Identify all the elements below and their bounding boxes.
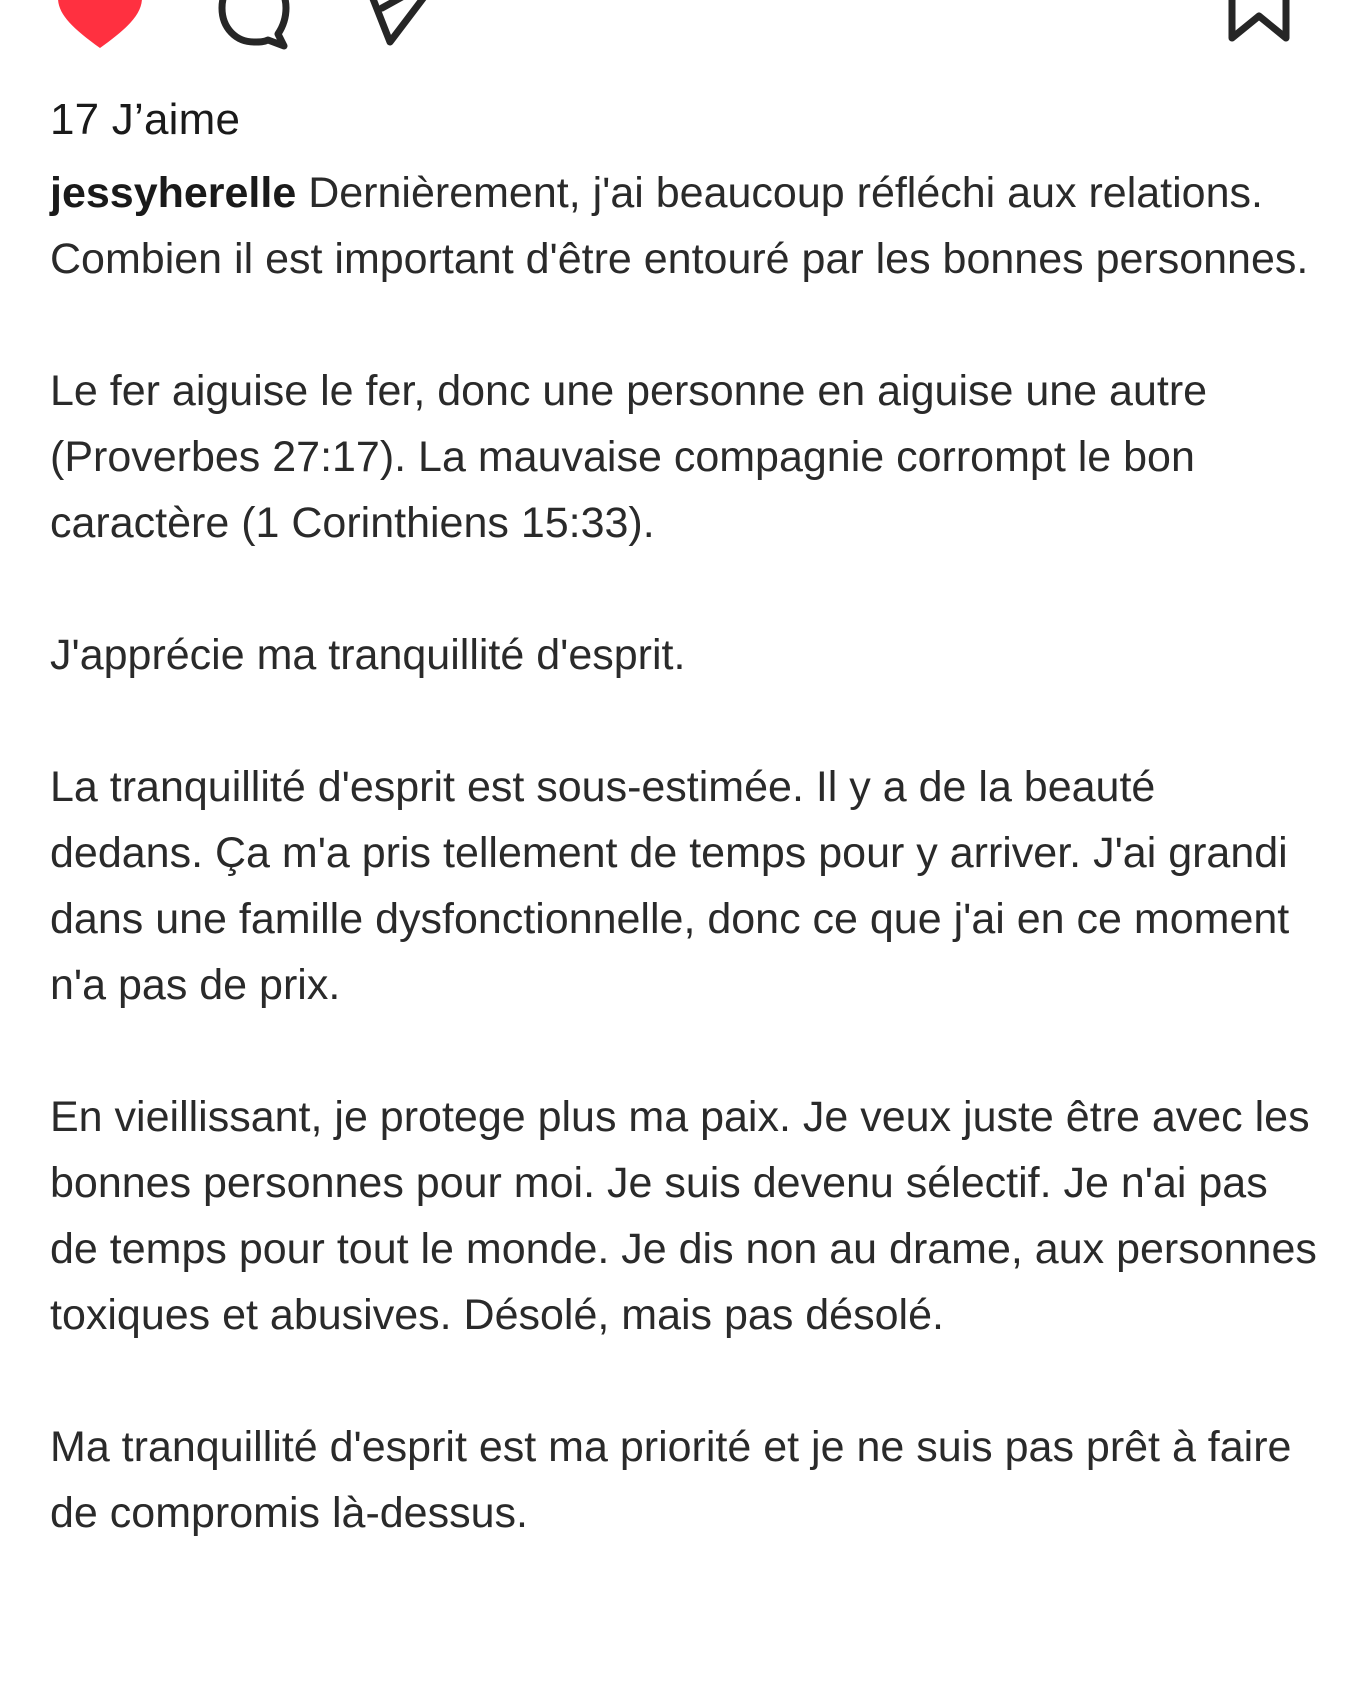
- bookmark-icon[interactable]: [1224, 0, 1294, 44]
- paper-plane-icon[interactable]: [360, 0, 444, 46]
- heart-filled-icon[interactable]: [52, 0, 148, 50]
- caption-first-text: Dernièrement, j'ai beaucoup réfléchi aux relations. Combien il est important d'être entouré par les bonnes personnes.: [50, 169, 1309, 283]
- post-caption: [50, 160, 1320, 1546]
- caption-paragraph: En vieillissant, je protege plus ma paix. Je veux juste être avec les bonnes personnes pour moi. Je suis devenu sélectif. Je n'ai pas de temps pour tout le monde. Je dis non au drame, aux personnes toxiques et abusives. Désolé, mais pas désolé.: [50, 1093, 1317, 1339]
- post-action-bar: [0, 0, 1348, 60]
- caption-first-paragraph: [50, 160, 1320, 292]
- comment-bubble-icon[interactable]: [212, 0, 296, 50]
- caption-paragraph: Le fer aiguise le fer, donc une personne en aiguise une autre (Proverbes 27:17). La mauvaise compagnie corrompt le bon caractère (1 Corinthiens 15:33).: [50, 367, 1208, 547]
- likes-count[interactable]: 17 J’aime: [50, 95, 241, 144]
- caption-paragraph: La tranquillité d'esprit est sous-estimée. Il y a de la beauté dedans. Ça m'a pris tellement de temps pour y arriver. J'ai grandi dans une famille dysfonctionnelle, donc ce que j'ai en ce moment n'a pas de prix.: [50, 763, 1290, 1009]
- username-link[interactable]: jessyherelle: [50, 169, 297, 217]
- caption-paragraph: J'apprécie ma tranquillité d'esprit.: [50, 631, 686, 679]
- caption-paragraph: Ma tranquillité d'esprit est ma priorité et je ne suis pas prêt à faire de compromis là-dessus.: [50, 1423, 1292, 1537]
